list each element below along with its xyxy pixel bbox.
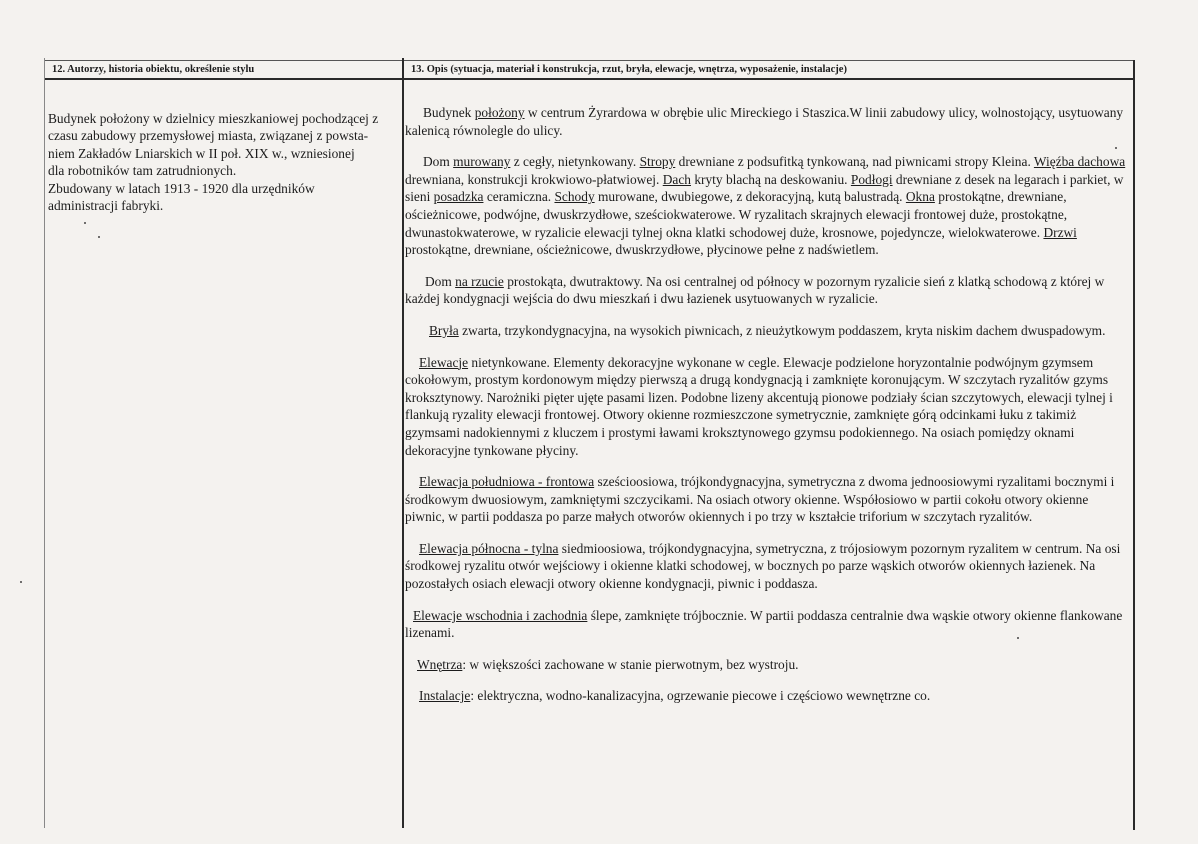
paragraph-installations: Instalacje: elektryczna, wodno-kanalizacyjna, ogrzewanie piecowe i częściowo wewnętrzne co. xyxy=(419,688,931,704)
paragraph-north-elevation: Elewacja północna - tylna siedmioosiowa, trójkondygnacyjna, symetryczna, z trójosiowym pozornym ryzalitem w centrum. Na osi środkowej ryzalitu otwór wejściowy i okienne klatki schodowej, w bocznych po parze wąskich otworów okiennych łazienek. Na pozostałych osiach elewacji otwory okienne kondygnacji, piwnic i poddasza. xyxy=(405,540,1121,592)
paragraph-elevations: Elewacje nietynkowane. Elementy dekoracyjne wykonane w cegle. Elewacje podzielone horyzontalnie podwójnym gzymsem cokołowym, prostym kordonowym między pierwszą a drugą kondygnacją i zamknięte koronującym. W szczytach ryzalitów gzyms kroksztynowy. Narożniki pięter ujęte pasami lizen. Podobne lizeny akcentują pionowe podziały ścian szczytowych, elewacji tylnej i flankują ryzality elewacji frontowej. Otwory okienne rozmieszczone symetrycznie, zamknięte górą odcinkami łuku z takimiż gzymsami nadokiennymi z kluczem i prostymi ławami kroksztynowego gzymsu podokiennego. Na osiach pomiędzy oknami dekoracyjne tynkowane płyciny. xyxy=(405,354,1113,458)
scan-speck xyxy=(20,581,22,583)
top-border-line xyxy=(44,60,1134,61)
left-column-text xyxy=(48,110,403,214)
right-column-text xyxy=(405,104,1131,719)
right-column-header: 13. Opis (sytuacja, materiał i konstrukcja, rzut, bryła, elewacje, wnętrza, wyposażenie, instalacje) xyxy=(411,64,847,75)
scan-speck xyxy=(98,236,100,238)
left-border-line xyxy=(44,58,45,828)
scan-speck xyxy=(84,222,86,224)
left-column-header: 12. Autorzy, historia obiektu, określenie stylu xyxy=(52,64,255,75)
paragraph-plan: Dom na rzucie prostokąta, dwutraktowy. Na osi centralnej od północy w pozornym ryzalicie sień z klatką schodową z której w każdej kondygnacji wejścia do dwu mieszkań i dwu łazienek usytuowanych w ryzalicie. xyxy=(405,273,1105,307)
right-border-line xyxy=(1133,60,1135,830)
scan-speck xyxy=(1115,147,1117,149)
text-line: Budynek położony w dzielnicy mieszkaniowej pochodzącej z xyxy=(48,111,379,126)
text-line: administracji fabryki. xyxy=(48,198,164,214)
paragraph-interiors: Wnętrza: w większości zachowane w stanie pierwotnym, bez wystroju. xyxy=(417,656,799,672)
paragraph-location: Budynek położony w centrum Żyrardowa w obrębie ulic Mireckiego i Staszica.W linii zabudowy ulicy, wolnostojący, usytuowany kalenicą równolegle do ulicy. xyxy=(405,105,1124,138)
text-line: Zbudowany w latach 1913 - 1920 dla urzędników xyxy=(48,180,315,196)
paragraph-east-west-elevations: Elewacje wschodnia i zachodnia ślepe, zamknięte trójbocznie. W partii poddasza centralnie dwa wąskie otwory okienne flankowane lizenami. xyxy=(405,607,1123,641)
header-underline xyxy=(44,78,1134,80)
text-line: czasu zabudowy przemysłowej miasta, związanej z powsta- xyxy=(48,128,369,144)
paragraph-construction: Dom murowany z cegły, nietynkowany. Stropy drewniane z podsufitką tynkowaną, nad piwnicami stropy Kleina. Więźba dachowa drewniana, konstrukcji krokwiowo-płatwiowej. Dach kryty blachą na deskowaniu. Podłogi drewniane z desek na legarach i parkiet, w sieni posadzka ceramiczna. Schody murowane, dwubiegowe, z dekoracyjną, kutą balustradą. Okna prostokątne, drewniane, ościeżnicowe, podwójne, dwuskrzydłowe, sześciokwaterowe. W ryzalitach skrajnych elewacji frontowej duże, prostokątne, dwunastokwaterowe, w ryzalicie elewacji tylnej okna klatki schodowej duże, krosnowe, pojedyncze, wielokwaterowe. Drzwi prostokątne, drewniane, ościeżnicowe, dwuskrzydłowe, płycinowe pełne z nadświetlem. xyxy=(405,154,1126,258)
paragraph-south-elevation: Elewacja południowa - frontowa sześcioosiowa, trójkondygnacyjna, symetryczna z dwoma jednoosiowymi ryzalitami bocznymi i środkowym dwuosiowym, zamkniętymi szczycikami. Na osiach otwory okienne. Współosiowo w partii cokołu otwory okienne piwnic, w partii poddasza po parze małych otworów okiennych i po trzy w kształcie triforium w szczytach ryzalitów. xyxy=(405,474,1115,525)
paragraph-massing: Bryła zwarta, trzykondygnacyjna, na wysokich piwnicach, z nieużytkowym poddaszem, kryta niskim dachem dwuspadowym. xyxy=(429,322,1106,338)
text-line: niem Zakładów Lniarskich w II poł. XIX w., wzniesionej xyxy=(48,145,355,161)
scan-speck xyxy=(1017,637,1019,639)
text-line: dla robotników tam zatrudnionych. xyxy=(48,163,237,179)
